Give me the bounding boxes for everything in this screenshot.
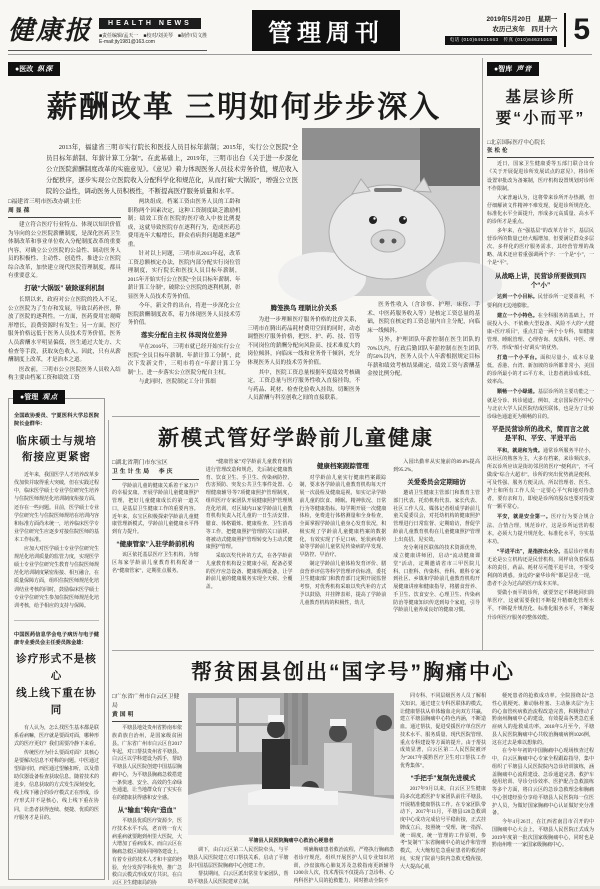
article-column (248, 198, 361, 414)
article-column (393, 459, 480, 616)
column-flow (487, 161, 594, 622)
weekly-title-text: 管理周刊 (268, 19, 384, 47)
column-flow (112, 725, 182, 888)
paragraph: 邀请卫生健康主管部门和教育主管部门代表、托幼机构代表、家长代表、社区工作人员、媒体记者组成学龄前儿童关爱委员会，对托幼机构的健康照护管理进行日常监督、定期暗访，督促学龄前儿童教育机构在儿童健康照护管理上出真招、见实效。 (393, 491, 480, 543)
paragraph: 对学龄前儿童实行健康档案跟踪制，要求各学龄前儿童教育机构每天开展一次晨检及健康巡视，如实记录学龄前儿童的饮食、睡眠、精神状况、日常行为等健康指标。每学期开展一次健康体检，免费进行体格测量和全身检查，全面掌握学龄前儿童身心发育状况，积极实现了学龄前儿童健康档案的数据化，有效实现了手足口病、轮状病毒传染等学龄前儿童常见传染病的早发现、早防控、早治疗。 (299, 475, 387, 559)
headline-line2: 线上线下重在协同 (16, 686, 97, 716)
subheading: 从“输血”转向“造血” (117, 806, 177, 814)
paragraph: 同专科、不同层级医务人员了解相关知识。通过建立专科医联体的模式，让健康帮扶从单体输血走向双方共赢，建立平塘县胸痛中心特色内涵，不断造血。通过帮扶，促进受援医疗单位医疗技术水平、服务质量、现代医院管理、重点专科建设等方面的提升。由于帮扶成效显著，白云区第二人民医院被评为“2017年援黔医疗卫生对口帮扶工作优秀集体”。 (400, 694, 486, 769)
subheading: 健康档案跟踪管理 (316, 463, 369, 471)
middle-article-body (112, 459, 480, 616)
main-headline: 薪酬改革 三明如何步步深入 (46, 91, 442, 124)
paragraph: 明确胸痛患者救治流程，严格执行胸痛患者诊疗规范，组织开展医护人员专业知识培训，沙盘演练心肺复苏及急救指南更新辅导1200余人次，技术帮扶不仅提高了急诊科、心内科医护人员的抢救能力，同时推动全院不 (293, 848, 394, 885)
masthead-english: HEALTH NEWS (99, 18, 201, 30)
byline-name: 周显葆 (8, 207, 32, 214)
paragraph: 平安，就是安全第一。医疗行为要合规合法、合情合理，规范诊疗，这是诊所运营的根本。必须大力提升规范化、标准化水平，夯实基本功。 (487, 514, 594, 545)
subheading: 平是民营诊所的战术，简而言之就是平和、平安、平进平出 (491, 425, 590, 443)
article-column (367, 198, 480, 414)
bottom-article-body (112, 693, 594, 889)
headline-line2: 要“小而平” (495, 109, 586, 127)
paragraph: 达到一个小目标。民营诊所一定要盈利，不要利润无边地膨胀。 (487, 294, 594, 309)
article-column (112, 459, 199, 616)
article-column (492, 693, 594, 889)
paragraph: 长期以来，政府对公立医院的投入不足，公立医院为了生存和发展，导致以药补医，释放了医院的逐利性。一方面，医药费用宏观畸形增长，浪费资源时有发生；另一方面，医疗服务价格远低于医务人员技术劳务价值，医务人员薪酬水平明显偏低，医生通过大处方、大检查等手段，获取灰色收入。因此，只有从薪酬制度上改革，才是治本之道。 (8, 297, 121, 364)
tag-label: ●智库 (494, 66, 513, 73)
vertical-divider (108, 420, 109, 880)
byline-org: □湖北省荆门市东宝区 (112, 460, 168, 467)
article-salary-reform (8, 58, 480, 414)
email-line: E-mail:jty1981@163.com (99, 38, 155, 45)
column-flow (8, 221, 121, 382)
article-intro: 2013年，福建省三明市实行院长和医技人员目标年薪制；2015年，实行公立医院“全员目标年薪制、年薪计算工分制”。在此基础上，2019年，三明市出台《关于进一步深化公立医院薪酬制度改革的实施意见》。《意见》着力体现医务人员技术劳务价值，规范收入分配秩序，逐步实现公立医院收入分配科学化和规范化，从而打破“大锅饭”，增强公立医院的公益性，调动医务人员积极性，不断提高医疗服务质量和水平。 (46, 144, 298, 196)
paragraph: 大家普遍认为，这将带来诊所开办热潮，但仔细解读文件精神不难发现，促进诊所规范化、标准化水平全面提升，形成多元高质量、高水平的诊所才是重点。 (487, 195, 594, 225)
headline-line1: 基层诊所 (505, 89, 576, 106)
byline (8, 198, 121, 218)
paragraph: 与此同时，医院制定工分计算细 (138, 379, 216, 386)
paragraph: 建立符合医疗行业特点、体现以知识价值为导向的公立医院薪酬制度，是深化医药卫生体制改革和事业单位收入分配制度改革的重要内容，对确立公立医院的公益性、调动医务人员的积极性、主动性、创造性，推进公立医院综合改革，加快建立现代医院管理制度，都具有重要意义。 (8, 222, 121, 280)
column-flow (14, 472, 99, 611)
article-chest-pain-center (112, 654, 594, 886)
paragraph: 平塘县地处贵州省黔南布依族苗族自治州，是国家级贫困县。广东省广州市白云区自2017年起，对口帮扶贵州省平塘县。白云区以学科建设为抓手，帮助平塘县人民医院创建中国基层胸痛中心，为平塘县胸痛急救搭建一条快速、安全、高效的生命绿色通道，让当地群众有了实实在在的健康获得感和安全感。 (112, 726, 183, 801)
subheading: 落实分配自主权 体现岗位差异 (140, 331, 228, 339)
paragraph: 2017年9月以来，白云区卫生健康局多次选派医护专家团队前往平塘县，开展精准健康帮扶工作。在专家团队带动下，2017年11月，平塘县120急救调度中心成功完成信号平稳衔接，正式挂牌成立后，按照统一受理、统一指挥、统一调度、统一管理的工作原则，参考“复制”广东省胸痛中心的运作和管理模式，大大缩短危急重症患者的救治时间，实现了院前与院内急救无缝衔接，大大提高心肌 (400, 787, 486, 870)
subheading: 腾笼换鸟 理顺比价关系 (270, 305, 338, 312)
byline-name: 张松伦 (487, 148, 510, 155)
paragraph: 帮扶期间，白云区派出常驻专家团队，帮助平塘县人民医院建章立制， (188, 872, 289, 886)
paragraph: 梗死患者的抢救成功率。全院围绕以“急性心肌梗死、肺动脉栓塞、主动脉夹层”为主的心血管疾病救治流程改造完善，积极推动了黔南州胸痛中心的建设，有效提高各类急危重症病人的抢救成功率。2018年5月至今，平塘县人民医院胸痛中心共收治胸痛病例1026例，这在过去是难以想象的。 (492, 694, 594, 746)
byline-name: 黄国明 (112, 711, 136, 718)
tag-deco-label: 声音 (516, 66, 533, 73)
paragraph: 在今年年初的中国胸痛中心现场核查过程中，白云区胸痛中心专家全程跟踪指导，集中组织了平塘县人民医院院内急诊培训演练，涵盖胸痛中心流程建设、急诊通道完善、救护车使用培训、导诊分诊效率、医护配合急救演练等多个方面，将白云区的急诊急救理念和胸痛中心创建经验分享给平塘县人民医院每一位医护人员，为做好国家胸痛中心认证做好充分准备。 (492, 749, 594, 817)
headline-line2: 衔接应更紧密 (22, 451, 91, 464)
paragraph: 打造一个小平台。面积尽量小，成本尽量低。香港、台湾、新加坡的诊所都非常小，美国的诊所最小的才15平方米，让患者就诊成本低、效率高。 (487, 355, 594, 386)
horizontal-divider (112, 650, 594, 651)
byline (112, 693, 182, 722)
under-photo-columns (188, 847, 394, 888)
subheading: “手把手”复制先进模式 (410, 774, 476, 782)
horizontal-divider (112, 416, 480, 417)
bottom-headline: 帮贫困县创出“国字号”胸痛中心 (191, 661, 515, 684)
paragraph: 入园出勤率从实施前的89.8%提高到95.2%。 (393, 460, 480, 473)
page-number: 5 (564, 13, 592, 47)
opinion-source: 全国政协委员、宁夏医科大学总医院院长金群华： (14, 413, 99, 427)
column-flow (14, 725, 99, 823)
article-column (128, 198, 241, 414)
article-column (112, 693, 182, 889)
page-header (8, 6, 592, 55)
column-flow (112, 483, 199, 576)
section-tag-yigai (8, 62, 60, 76)
paragraph: 早在2016年，三明市就已经开始实行公立医院“全员目标年薪制、年薪计算工分制”，此次下发新文件，三明市将在“年薪计算工分制”上，进一步落实公立医院分配自主权。 (127, 344, 241, 376)
article-preschool-health (112, 420, 480, 648)
subheading: 打破“大锅饭” 破除逐利机制 (24, 284, 105, 292)
paragraph: 近日，国家卫生健康委等五部门联合出台《关于开展促进诊所发展试点的意见》，将诊所设置审批改为备案制，医疗机构设置规划对诊所不作限制。 (487, 162, 594, 192)
paragraph: 建立一个小特色。在全科服务的基础上，开展投入小、不依赖大型设备、风险不大的“大健康+医疗项目”，重点打造一两个小专科，如健康管理、睡眠管理、心理咨询、皮肤科、中医、理疗等，形成“船小好调头”的优势。 (487, 312, 594, 351)
paragraph: 调下，由白云区第二人民医院牵头，与平塘县人民医院建立对口帮扶关系，启动了平塘县中国基层医院胸痛中心创建工作。 (188, 848, 289, 869)
paragraph: 传统医疗为什么要面对面？其核心是要解决信息不对称的问题。中医通过望闻问切，西医通过望触扣听，以及借助仪器设备检查获取信息。随着技术的进步，信息获取的方式发生深刻变化，线上线下融合的诊疗模式正在形成，诊疗形式并不是核心，线上线下重在协同，让患者获得连续、便捷、优质的医疗服务才是目的。 (14, 750, 100, 821)
tag-deco-label: 纵深 (37, 66, 54, 73)
opinion-sidebar (8, 394, 105, 880)
paragraph: 其中，医院工资总量根据年度绩效考核确定，工资总量与医疗服务性收入直接挂钩，不与药品、耗材、检查化验收入挂钩，切断医务人员薪酬与科室创收之间的直接联系。 (247, 369, 361, 402)
paragraph: 平塘县优质医疗资源少，医疗技术水平不高，老百姓一有大病重病就要跑到州里大医院，大大增加了看病成本。而白云区在胸痛急救区域协同网络建设上，有着专业的技术人才和丰富的经验，充分发挥学科优势，推广急救白云模式形成双方共识。在白云区卫生健康局的协 (112, 819, 183, 887)
right-column-headline (487, 88, 594, 130)
paragraph: 有人认为，怎么找医生基本都是联系看病嘛，医疗就是要面对面，哪种形式的医疗更好？我们需要冷静下来看。 (14, 725, 100, 747)
paragraph: 今年4月26日，在江西省南昌市召开的中国胸痛中心大会上，平塘县人民医院正式成为2019年度第一批次国家级胸痛中心，同时也是黔南州唯一一家国家级胸痛中心。 (492, 820, 594, 849)
subheading: 从战略上讲，民营诊所要做到四个“小” (495, 272, 586, 289)
paragraph: 平和，就是和为贵。通常诊所服务半径小，以社区的熟客为主，大多有档案，来诊频次多，所以诊所应该是街坊邻居的医疗“便利店”，不可做成“综合大超市”。诊所的突出优势就是便利、可及性强、服务方便灵活，所以管理者、医生、护士和所有工作人员一定要心平气和地对待患者，要有亲和力，即使是诊所的股东也要对投资有一颗平常心。 (487, 447, 594, 511)
byline (487, 139, 594, 159)
date-block (445, 13, 592, 47)
byline-org: □福建省三明市医改办副主任 (8, 199, 82, 205)
masthead (8, 10, 207, 51)
paragraph: 采取以奖代补的方式，在各学龄前儿童教育机构设立健康小屋，配备必要的医疗应急设备、健康检测设备，让学龄前儿童的健康服务实现全天候、全覆盖。 (205, 554, 293, 591)
paragraph: 医务性收入（含诊察、护理、床位、手术、中医药服务收入等）是核定工资总量的基础，医院在核定的工资总量内自主分配，向临床一线倾斜。 (367, 302, 480, 334)
subheading: “健康管家”入驻学龄前机构 (116, 540, 195, 548)
opinion-source: 中国医药信息学会电子病历与电子健康专业委员会主任委员陈金雄： (14, 631, 99, 646)
tag-deco-label: 观点 (42, 394, 59, 401)
opinion-item (14, 413, 99, 611)
paragraph: 近年来，我国医学人才培养改革步伐加快并取得重大突破，但在实践过程中，临床医学硕士专业学位研究生培养与住院医师规范化培训制度衔接方面，还存在一些问题。目前，医学硕士专业学位研究生与住院医师规培在培训内容和标准方面尚未统一，培养临床医学专业学位研究生应逐步对接住院医师的基本工作标准。 (14, 473, 100, 543)
article-column (206, 459, 293, 616)
paragraph: 针对以上问题，三明市从2013年起，改革工资总额核定办法，医院内部分配实行岗位管理制度，实行院长和医技人员目标年薪制，2015年开始实行公立医院“全员目标年薪制、年薪计算工分制”，破除公立医院的逐利机制，彰显医务人员技术劳务价值。 (127, 251, 241, 300)
paragraph: 应加大对医学硕士专业学位研究生规范化培训质量的监管力度，实现医学硕士专业学位研究生教育与住院医师规范化培训制度紧密衔接、相互融合，在质量保障方面，组织住院医师规范化培训结业考核的同时，鼓励临床医学硕士专业学位研究生参加住院医师规范化培训考核，给予相应的支持与保障。 (14, 547, 100, 609)
article-clinic-commentary (487, 58, 594, 650)
paragraph: 为进一步理顺医疗服务价格的比价关系，三明市在腾出药品耗材费用空间的同时，动态调整医疗服务价格，把医、护、药、技、管等不同岗位的薪酬分配向风险高、技术难度大的岗位倾斜，向临床一线和业务骨干倾斜，充分体现医务人员的技术劳务价值。 (247, 317, 361, 366)
opinion-headline (14, 433, 99, 467)
article-column (8, 198, 121, 414)
paragraph: 医改前，三明市公立医院医务人员收入结构主要由档案工资和绩效工资 (8, 366, 121, 382)
contact-bar: 电话 (010)64621663 传真 (010)64621663 (445, 36, 558, 45)
article-column (300, 459, 387, 616)
hospital-ward-illustration (188, 693, 394, 835)
opinion-item (14, 620, 99, 823)
column-flow (188, 847, 289, 888)
paragraph: 多年来，在“强基层”的改革方针下，基层民营诊所的数量已经大幅增加，但要满足群众多层次、多样化的医疗服务需求，其经营管理的战略、战术还应着重强调两个字：一个是“小”，一个是“平”。 (487, 229, 594, 267)
paragraph: 两块组成。档案工资由医务人员的工龄和职称两个因素决定，这种工资制度缺乏激励机制；绩效工资在医院的医疗收入中按比例提成，这就导致医院存在逐利行为，造成医药总费用连年大幅增长，群众看病贵问题越来越严重。 (127, 199, 241, 248)
section-tag-guanli (13, 390, 65, 404)
masthead-logo: 健康报 (8, 15, 93, 46)
paragraph: 该区依托基层医疗卫生机构，为辖区每家学龄前儿童教育机构配备一名“健康管家”，定期驻点服务。 (112, 553, 199, 574)
headline-line1: 临床硕士与规培 (16, 434, 97, 447)
paragraph: 充分利用医联体的技术资源优势，成立健康讲师团，启动“流动健康课堂”活动，定期邀请省市三甲医院儿科、口腔科、传染科、骨科、眼科专家到社区、乡镇和学龄前儿童教育机构开展健康讲座和健康指导，将膳食营养、手卫生、饮食安全、心理卫生、传染病防治等健康知识传送到每个家庭，引导学龄前儿童养成良好的健康习惯。 (393, 546, 480, 614)
byline (112, 459, 199, 479)
editors-line: ■责任编辑/孟天一 ■校对/刘美琴 ■制作/员文胜 (99, 32, 208, 39)
paragraph: “平进平出”，是指挤出水分。基层诊疗机构无论是公立机构还是民营机构，同样肩负着保基本的责任，药品、耗材尽可能平进平出，不要受利润的诱惑。身边的“豪华诊所”都是昙花一现，患者不会为过高的医疗成本买单。 (487, 548, 594, 588)
opinion-headline (14, 651, 99, 718)
date-line: 2019年5月20日 星期一 (486, 15, 558, 23)
tag-label: ●医改 (15, 66, 34, 73)
vertical-divider (482, 58, 483, 650)
headline-line1: 诊疗形式不是核心 (16, 653, 97, 683)
middle-headline: 新模式管好学龄前儿童健康 (158, 427, 434, 450)
hospital-ward-photo (188, 693, 394, 835)
lunar-date-line: 农历己亥年 四月十六 (492, 25, 558, 33)
photo-column (188, 693, 394, 889)
paragraph: 制定学龄前儿童体检发育评价、膳食营养评估等科学管理评价标准，委托卫生健康部门和教育部门定期开展监督考察，对优秀机构采取以奖代补的方式予以鼓励，并挂牌表彰，提高了学龄前儿童教育机构的积极性，幼儿 (299, 561, 387, 606)
paragraph: 另外，护理团队年薪控制在医生团队的70%以内，行政后勤团队年薪控制在医生团队的50%以内，医务人员个人年薪根据规定目标年薪和绩效考核结果确定，绩效工资与薪酬基金按比例分配。 (367, 337, 480, 378)
photo-caption: 平塘县人民医院胸痛中心救治心梗患者 (248, 838, 334, 845)
byline-name: 卫生计生局 李庆 (112, 468, 175, 475)
paragraph: 顺畅一个小绿通。基层诊所的主要功能之一就是分诊、转诊通道。例如，北京国际医疗中心与北京大学人民医院结成医联体，也是为了让转诊绿色通道更为顺畅的目的。 (487, 389, 594, 420)
paragraph: 学龄前儿童的健康关系着千家万户的幸福安康。开展学龄前儿童健康照护管理，把好儿童健康成长的第一道关口，是基层卫生健康工作的重要内容。近年来，东宝区积极探索学龄前儿童健康管理新模式，学龄前儿童健康水平得到有力提升。 (112, 483, 199, 536)
main-article-body (8, 198, 480, 414)
weekly-title (252, 10, 400, 51)
section-tag-zhiku (487, 62, 539, 76)
subheading: 关爱委员会定期暗访 (407, 478, 466, 486)
byline-org: □广东省广州市白云区卫健局 (112, 694, 180, 709)
tag-label: ●管理 (20, 394, 39, 401)
paragraph: 要做小而平的诊所，就要坚定不移地回归简单医疗，这就需要我们不断提升精细化管理水平，不断提升规范化、标准化服务水平，不断提升诊所医疗服务的整体效能。 (487, 591, 594, 621)
masthead-info (99, 12, 207, 45)
article-column (400, 693, 486, 889)
paragraph: 今年，新文件的出台，将进一步深化公立医院薪酬制度改革，着力体现医务人员技术劳务价值。 (127, 303, 241, 327)
column-flow (294, 847, 395, 888)
paragraph: “健康管家”对学龄前儿童教育机构进行管理改造和规范，先后制定健康教育、饮食卫生、手卫生、传染病防控、伤害预防、突发公共卫生事件处置、心理健康辅导等7项健康照护管理制度，组织医疗专家团队开展健康照护管理规范化培训，对区域内11家学龄前儿童教育机构负责入托儿童的一日生活安排、膳食、体格锻炼、健康检查、卫生消毒等工作，把健康照护管理的关口前移，将被动式健康照护管理转变为主动式健康照护管理。 (205, 460, 293, 551)
byline-org: □北京国际医疗中心院长 (487, 139, 546, 146)
